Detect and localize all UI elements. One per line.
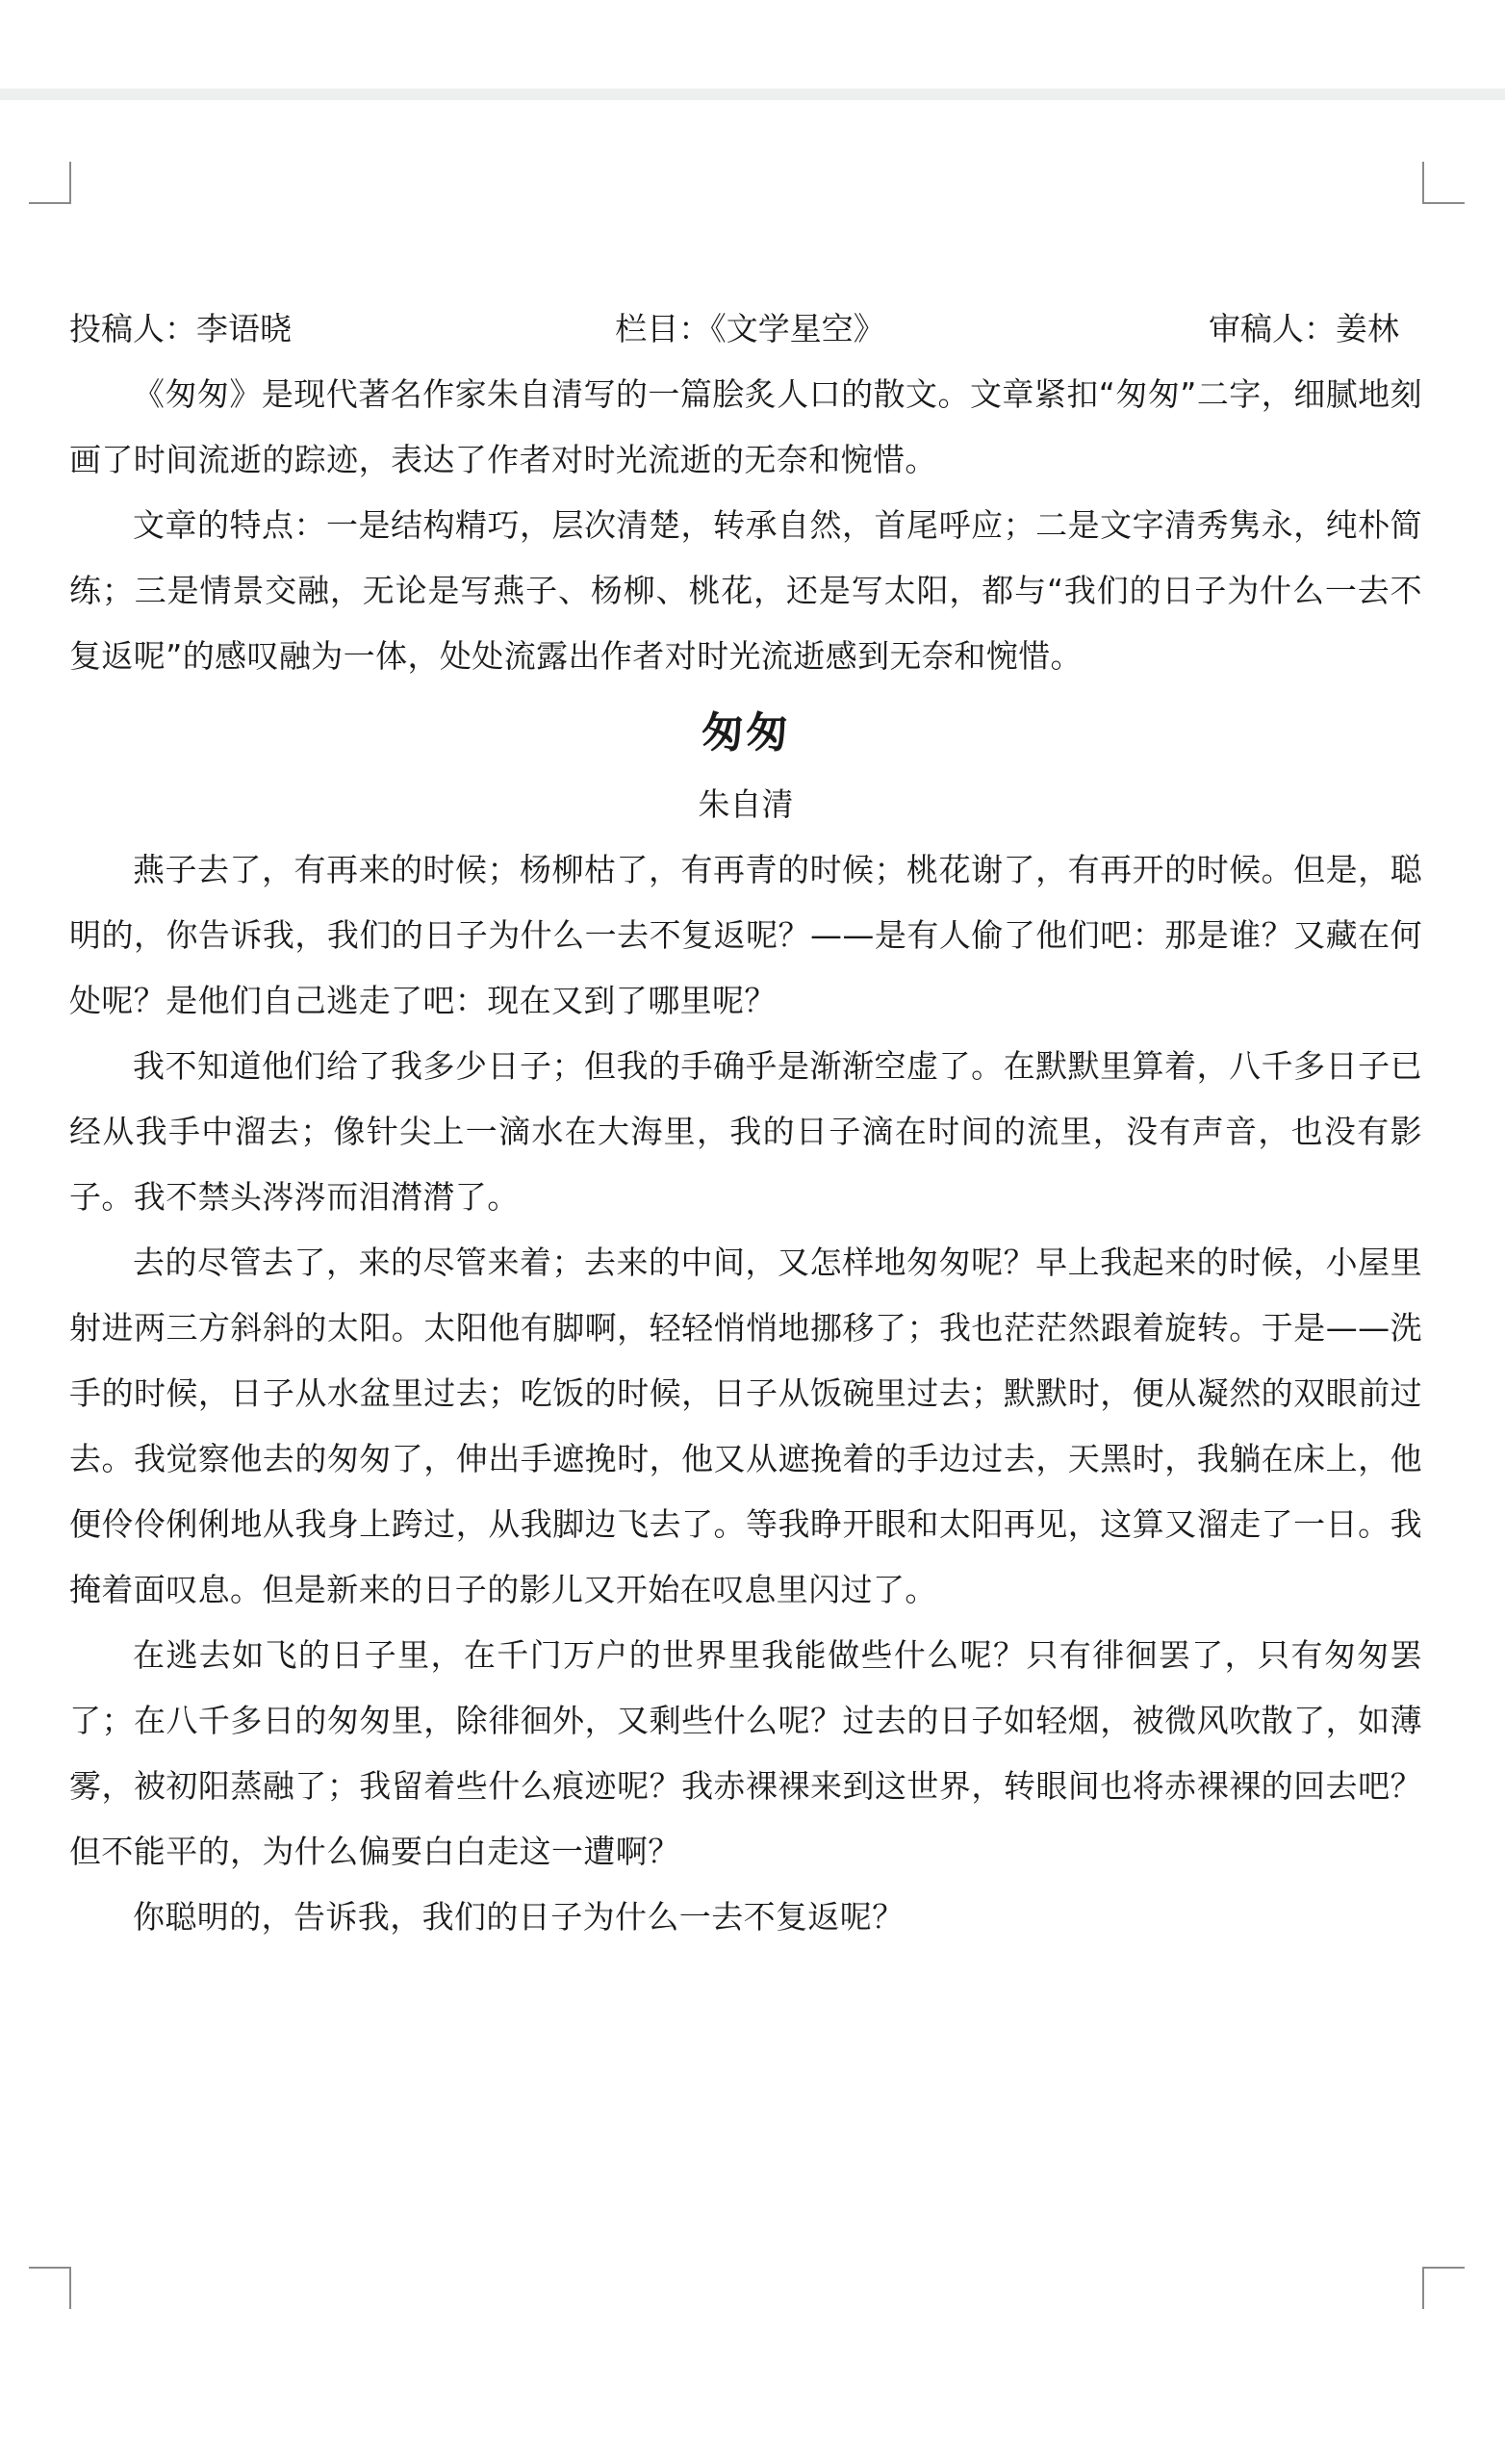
article-paragraph: 去的尽管去了，来的尽管来着；去来的中间，又怎样地匆匆呢？早上我起来的时候，小屋里射进两三方斜斜的太阳。太阳他有脚啊，轻轻悄悄地挪移了；我也茫茫然跟着旋转。于是——洗手的时候，日子从水盆里过去；吃饭的时候，日子从饭碗里过去；默默时，便从凝然的双眼前过去。我觉察他去的匆匆了，伸出手遮挽时，他又从遮挽着的手边过去，天黑时，我躺在床上，他便伶伶俐俐地从我身上跨过，从我脚边飞去了。等我睁开眼和太阳再见，这算又溜走了一日。我掩着面叹息。但是新来的日子的影儿又开始在叹息里闪过了。	[69, 1244, 1422, 1608]
submitter: 投稿人：李语晓	[69, 310, 292, 347]
reviewer: 审稿人：姜林	[1209, 310, 1399, 347]
crop-mark-top-left	[29, 162, 71, 204]
intro-paragraph: 《匆匆》是现代著名作家朱自清写的一篇脍炙人口的散文。文章紧扣“匆匆”二字，细腻地刻画了时间流逝的踪迹，表达了作者对时光流逝的无奈和惋惜。	[69, 375, 1422, 478]
article-paragraph: 在逃去如飞的日子里，在千门万户的世界里我能做些什么呢？只有徘徊罢了，只有匆匆罢了；在八千多日的匆匆里，除徘徊外，又剩些什么呢？过去的日子如轻烟，被微风吹散了，如薄雾，被初阳蒸融了；我留着些什么痕迹呢？我赤裸裸来到这世界，转眼间也将赤裸裸的回去吧？但不能平的，为什么偏要白白走这一遭啊？	[69, 1636, 1422, 1870]
crop-mark-top-right	[1422, 162, 1465, 204]
article-paragraph: 燕子去了，有再来的时候；杨柳枯了，有再青的时候；桃花谢了，有再开的时候。但是，聪明的，你告诉我，我们的日子为什么一去不复返呢？——是有人偷了他们吧：那是谁？又藏在何处呢？是他们自己逃走了吧：现在又到了哪里呢？	[69, 851, 1422, 1019]
top-strip	[0, 0, 1505, 100]
article-title: 匆匆	[701, 708, 790, 757]
crop-mark-bottom-left	[29, 2267, 71, 2309]
intro-paragraph: 文章的特点：一是结构精巧，层次清楚，转承自然，首尾呼应；二是文字清秀隽永，纯朴简练；三是情景交融，无论是写燕子、杨柳、桃花，还是写太阳，都与“我们的日子为什么一去不复返呢”的感叹融为一体，处处流露出作者对时光流逝感到无奈和惋惜。	[69, 506, 1422, 675]
column-name: 栏目：《文学星空》	[615, 310, 885, 347]
article-author: 朱自清	[698, 785, 794, 823]
document-content	[69, 296, 1422, 1950]
header-line	[69, 296, 1422, 362]
top-band	[0, 89, 1505, 100]
crop-mark-bottom-right	[1422, 2267, 1465, 2309]
article-paragraph: 你聪明的，告诉我，我们的日子为什么一去不复返呢？	[133, 1898, 905, 1936]
article-paragraph: 我不知道他们给了我多少日子；但我的手确乎是渐渐空虚了。在默默里算着，八千多日子已经从我手中溜去；像针尖上一滴水在大海里，我的日子滴在时间的流里，没有声音，也没有影子。我不禁头涔涔而泪潸潸了。	[69, 1047, 1422, 1216]
